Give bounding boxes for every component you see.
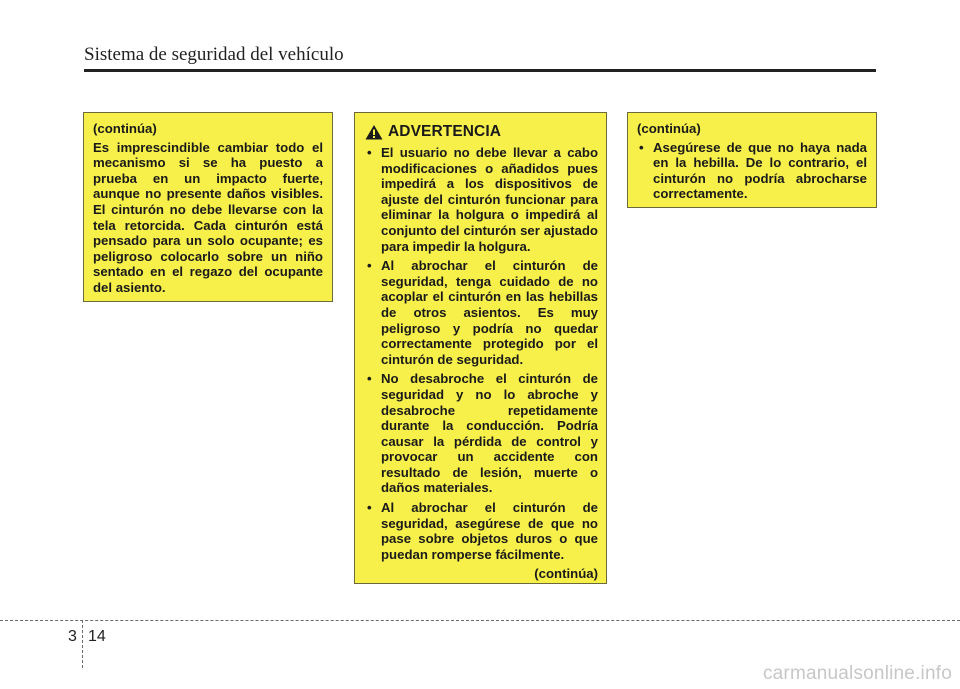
warning-triangle-icon bbox=[365, 124, 383, 140]
list-item: • No desabroche el cinturón de seguridad y no lo abroche y desabroche repetidamente durante la conducción. Podría causar la pérdida de control y provocar un accidente con resultado de lesión, muerte o daños materiales. bbox=[365, 371, 598, 496]
list-item: • El usuario no debe llevar a cabo modificaciones o añadidos pues impedirá a los dispositivos de ajuste del cinturón funcionar para eliminar la holgura o impedirá al conjunto del cinturón ser ajustado para impedir la holgura. bbox=[365, 145, 598, 254]
continued-label: (continúa) bbox=[93, 121, 157, 136]
watermark: carmanualsonline.info bbox=[762, 663, 952, 684]
page-number: 14 bbox=[88, 628, 106, 645]
warning-box bbox=[354, 112, 607, 584]
continued-note-left bbox=[83, 112, 333, 302]
continued-note-right bbox=[627, 112, 877, 208]
note-text: Es imprescindible cambiar todo el mecanismo si se ha puesto a prueba en un impacto fuerte, aunque no presente daños visibles. El cinturón no debe llevarse con la tela retorcida. Cada cinturón está pensado para un solo ocupante; es peligroso colocarlo sobre un niño sentado en el regazo del ocupante del asiento. bbox=[93, 139, 323, 295]
warning-header bbox=[365, 124, 598, 140]
continued-label: (continúa) bbox=[534, 566, 598, 582]
note-list bbox=[637, 140, 867, 202]
footer-dashed-rule bbox=[0, 620, 960, 621]
footer-dashed-divider bbox=[82, 620, 83, 668]
list-item: • Asegúrese de que no haya nada en la hebilla. De lo contrario, el cinturón no podría abrocharse correctamente. bbox=[637, 140, 867, 202]
header-rule bbox=[84, 69, 876, 72]
page-header-title: Sistema de seguridad del vehículo bbox=[84, 44, 344, 65]
chapter-number: 3 bbox=[68, 628, 77, 645]
warning-list bbox=[365, 145, 598, 562]
continued-label: (continúa) bbox=[637, 121, 701, 136]
list-item: • Al abrochar el cinturón de seguridad, asegúrese de que no pase sobre objetos duros o que puedan romperse fácilmente. bbox=[365, 500, 598, 562]
list-item: • Al abrochar el cinturón de seguridad, tenga cuidado de no acoplar el cinturón en las hebillas de otros asientos. Es muy peligroso y podría no quedar correctamente protegido por el cinturón de seguridad. bbox=[365, 258, 598, 367]
warning-title: ADVERTENCIA bbox=[388, 123, 502, 141]
